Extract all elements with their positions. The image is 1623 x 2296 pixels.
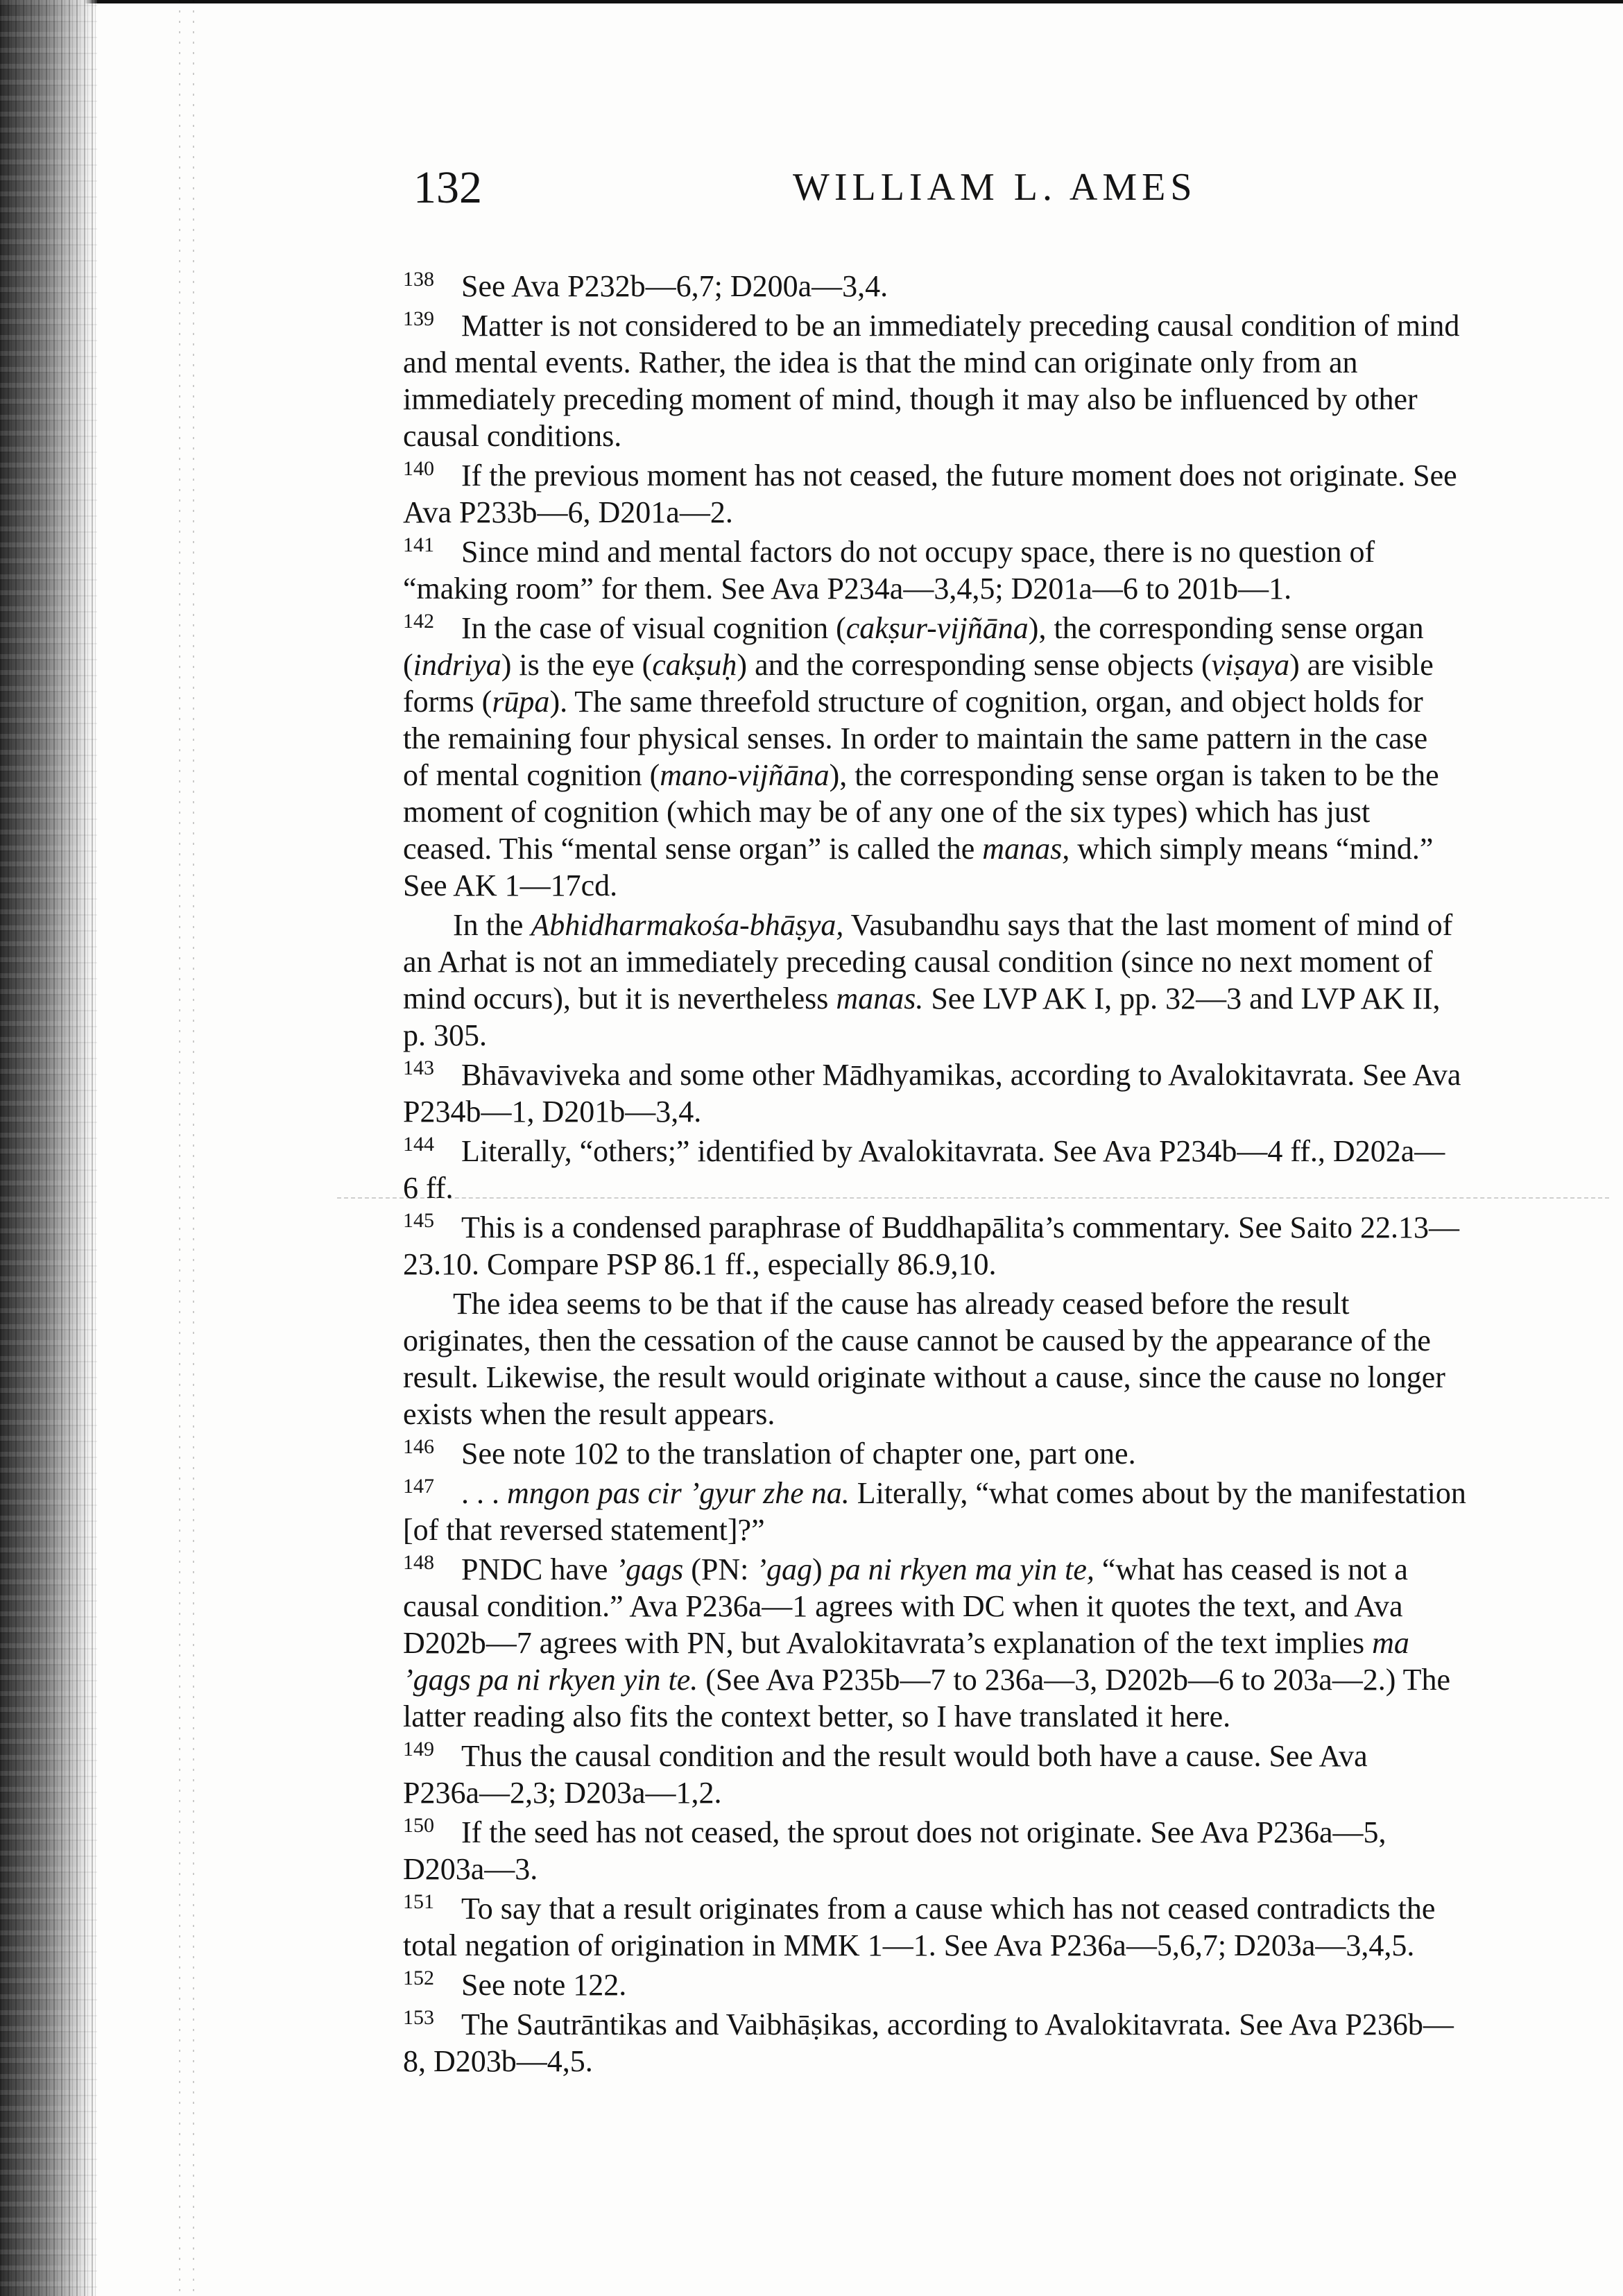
footnote-text: See note 122.	[461, 1968, 627, 2002]
footnote-text: See LVP AK I, pp. 32—3 and LVP AK II,	[923, 982, 1441, 1016]
footnote-text: “making room” for them. See Ava P234a—3,4,5; D201a—6 to 201b—1.	[403, 572, 1292, 606]
footnote-line	[403, 268, 1596, 305]
footnote-line	[403, 1814, 1596, 1851]
footnote-line	[403, 1093, 1596, 1130]
footnote-146	[403, 1435, 1596, 1472]
footnote-line	[403, 720, 1596, 757]
footnote-italic-text: cakṣur-vijñāna	[845, 611, 1029, 645]
footnote-text: which simply means “mind.”	[1070, 832, 1434, 866]
footnote-144	[403, 1133, 1596, 1206]
footnote-line	[403, 1017, 1596, 1054]
footnote-line	[403, 1285, 1596, 1322]
footnote-italic-text: ’gags	[615, 1552, 684, 1586]
binding-shadow	[0, 0, 97, 2296]
footnote-153	[403, 2006, 1596, 2080]
footnote-line	[403, 1661, 1596, 1698]
scan-artifact-line	[193, 0, 194, 2296]
footnote-text: mind occurs), but it is nevertheless	[403, 982, 836, 1016]
footnote-italic-text: Abhidharmakośa-bhāṣya,	[531, 908, 844, 942]
footnote-line	[403, 1170, 1596, 1206]
footnote-line	[403, 2006, 1596, 2043]
footnote-text: Bhāvaviveka and some other Mādhyamikas, according to Avalokitavrata. See Ava	[461, 1058, 1461, 1092]
footnote-line	[403, 1246, 1596, 1283]
footnote-line	[403, 1774, 1596, 1811]
footnote-text: If the previous moment has not ceased, the future moment does not originate. See	[461, 459, 1457, 492]
footnote-text: The Sautrāntikas and Vaibhāṣikas, according to Avalokitavrata. See Ava P236b—	[461, 2007, 1454, 2041]
footnote-text: moment of cognition (which may be of any one of the six types) which has just	[403, 795, 1371, 829]
footnote-italic-text: manas.	[836, 982, 924, 1016]
footnote-text: the remaining four physical senses. In order to maintain the same pattern in the case	[403, 721, 1428, 755]
footnote-line	[403, 683, 1596, 720]
footnote-line	[403, 830, 1596, 867]
footnote-text: ) and the corresponding sense objects (	[737, 648, 1212, 682]
footnote-italic-text: mano-vijñāna	[660, 758, 830, 792]
footnote-number: 147	[403, 1475, 434, 1498]
footnote-text: causal conditions.	[403, 419, 622, 453]
footnote-text: Matter is not considered to be an immediately preceding causal condition of mind	[461, 309, 1460, 343]
footnote-text: )	[812, 1552, 830, 1586]
footnote-text: See AK 1—17cd.	[403, 868, 618, 902]
footnote-number: 143	[403, 1056, 434, 1079]
footnote-text: See note 102 to the translation of chapter one, part one.	[461, 1437, 1136, 1471]
footnote-line	[403, 1133, 1596, 1170]
footnote-text: immediately preceding moment of mind, though it may also be influenced by other	[403, 382, 1418, 416]
footnote-text: p. 305.	[403, 1018, 487, 1052]
footnotes	[403, 268, 1596, 2080]
footnote-line	[403, 344, 1596, 381]
footnote-number: 142	[403, 610, 434, 633]
footnote-text: PNDC have	[461, 1552, 616, 1586]
footnote-number: 153	[403, 2006, 434, 2029]
footnote-text: [of that reversed statement]?”	[403, 1513, 765, 1547]
footnote-number: 150	[403, 1814, 434, 1837]
footnote-text: D202b—7 agrees with PN, but Avalokitavrata’s explanation of the text implies	[403, 1626, 1373, 1660]
footnote-line	[403, 1890, 1596, 1927]
footnote-line	[403, 1511, 1596, 1548]
footnote-138	[403, 268, 1596, 305]
footnote-number: 138	[403, 268, 434, 291]
footnote-text: 8, D203b—4,5.	[403, 2044, 593, 2078]
footnote-line	[403, 1738, 1596, 1774]
footnote-number: 139	[403, 307, 434, 330]
footnote-line	[403, 1209, 1596, 1246]
footnote-line	[403, 2043, 1596, 2080]
footnote-text: Vasubandhu says that the last moment of mind of	[843, 908, 1453, 942]
footnote-line	[403, 757, 1596, 794]
footnote-line	[403, 907, 1596, 943]
footnote-text: ), the corresponding sense organ	[1028, 611, 1424, 645]
footnote-text: 23.10. Compare PSP 86.1 ff., especially 86.9,10.	[403, 1247, 997, 1281]
footnote-text: Thus the causal condition and the result would both have a cause. See Ava	[461, 1739, 1368, 1773]
footnote-line	[403, 307, 1596, 344]
footnote-text: Ava P233b—6, D201a—2.	[403, 495, 733, 529]
footnote-number: 152	[403, 1967, 434, 1989]
footnote-line	[403, 570, 1596, 607]
footnote-line	[403, 418, 1596, 454]
footnote-text: See Ava P232b—6,7; D200a—3,4.	[461, 269, 888, 303]
footnote-text: Literally, “what comes about by the manifestation	[849, 1476, 1466, 1510]
footnote-140	[403, 457, 1596, 531]
top-border	[0, 0, 1623, 3]
footnote-line	[403, 1588, 1596, 1625]
footnote-number: 145	[403, 1209, 434, 1232]
page-number: 132	[413, 162, 482, 213]
footnote-text: This is a condensed paraphrase of Buddhapālita’s commentary. See Saito 22.13—	[461, 1210, 1460, 1244]
footnote-text: P234b—1, D201b—3,4.	[403, 1095, 702, 1129]
footnote-line	[403, 1056, 1596, 1093]
footnote-text: result. Likewise, the result would originate without a cause, since the cause no longer	[403, 1360, 1445, 1394]
footnote-text: forms (	[403, 685, 492, 719]
footnote-147	[403, 1475, 1596, 1548]
footnote-text: latter reading also fits the context better, so I have translated it here.	[403, 1699, 1231, 1733]
footnote-text: Literally, “others;” identified by Avalokitavrata. See Ava P234b—4 ff., D202a—	[461, 1134, 1445, 1168]
footnote-line	[403, 1851, 1596, 1887]
footnote-text: originates, then the cessation of the cause cannot be caused by the appearance of the	[403, 1323, 1431, 1357]
footnote-150	[403, 1814, 1596, 1887]
footnote-line	[403, 457, 1596, 494]
footnote-line	[403, 1359, 1596, 1396]
footnote-text: an Arhat is not an immediately preceding causal condition (since no next moment of	[403, 945, 1433, 979]
footnote-italic-text: mngon pas cir ’gyur zhe na.	[507, 1476, 850, 1510]
footnote-italic-text: rūpa	[492, 685, 550, 719]
footnote-text: Since mind and mental factors do not occupy space, there is no question of	[461, 535, 1375, 569]
footnote-text: In the case of visual cognition (	[461, 611, 846, 645]
footnote-text: To say that a result originates from a cause which has not ceased contradicts the	[461, 1892, 1436, 1926]
footnote-line	[403, 794, 1596, 830]
footnote-line	[403, 381, 1596, 418]
footnote-text: and mental events. Rather, the idea is that the mind can originate only from an	[403, 345, 1358, 379]
footnote-text: 6 ff.	[403, 1171, 454, 1205]
footnote-number: 148	[403, 1551, 434, 1574]
footnote-text: total negation of origination in MMK 1—1. See Ava P236a—5,6,7; D203a—3,4,5.	[403, 1928, 1415, 1962]
scan-artifact-line	[179, 0, 180, 2296]
footnote-line	[403, 533, 1596, 570]
footnote-italic-text: pa ni rkyen ma yin te,	[830, 1552, 1094, 1586]
footnote-text: D203a—3.	[403, 1852, 538, 1886]
footnote-italic-text: indriya	[413, 648, 501, 682]
footnote-text: (	[403, 648, 413, 682]
footnote-italic-text: ma	[1372, 1626, 1409, 1660]
footnote-151	[403, 1890, 1596, 1964]
footnote-line	[403, 1625, 1596, 1661]
footnote-149	[403, 1738, 1596, 1811]
footnote-line	[403, 646, 1596, 683]
footnote-line	[403, 943, 1596, 980]
footnote-text: ) are visible	[1289, 648, 1434, 682]
footnote-italic-text: viṣaya	[1211, 648, 1290, 682]
footnote-text: In the	[453, 908, 531, 942]
footnote-line	[403, 1475, 1596, 1511]
footnote-italic-text: ’gag	[756, 1552, 812, 1586]
footnote-text: “what has ceased is not a	[1094, 1552, 1408, 1586]
footnote-text: (See Ava P235b—7 to 236a—3, D202b—6 to 203a—2.) The	[698, 1663, 1451, 1697]
footnote-text: P236a—2,3; D203a—1,2.	[403, 1776, 722, 1810]
footnote-line	[403, 1396, 1596, 1432]
footnote-text: ceased. This “mental sense organ” is called the	[403, 832, 983, 866]
footnote-text: . . .	[461, 1476, 507, 1510]
footnote-text: If the seed has not ceased, the sprout does not originate. See Ava P236a—5,	[461, 1815, 1386, 1849]
footnote-number: 140	[403, 457, 434, 480]
footnote-line	[403, 980, 1596, 1017]
footnote-number: 151	[403, 1890, 434, 1913]
footnote-number: 144	[403, 1133, 434, 1156]
footnote-number: 141	[403, 533, 434, 556]
footnote-148	[403, 1551, 1596, 1735]
footnote-text: of mental cognition (	[403, 758, 660, 792]
footnote-text: ). The same threefold structure of cognition, organ, and object holds for	[549, 685, 1423, 719]
footnote-line	[403, 1967, 1596, 2003]
footnote-143	[403, 1056, 1596, 1130]
footnote-text: ), the corresponding sense organ is taken to be the	[829, 758, 1439, 792]
footnote-139	[403, 307, 1596, 454]
footnote-line	[403, 1698, 1596, 1735]
footnote-line	[403, 1551, 1596, 1588]
footnote-italic-text: ’gags pa ni rkyen yin te.	[403, 1663, 698, 1697]
running-head: WILLIAM L. AMES	[793, 166, 1197, 209]
footnote-text: causal condition.” Ava P236a—1 agrees with DC when it quotes the text, and Ava	[403, 1589, 1403, 1623]
footnote-line	[403, 867, 1596, 904]
footnote-line	[403, 1322, 1596, 1359]
footnote-text: ) is the eye (	[501, 648, 653, 682]
footnote-number: 149	[403, 1738, 434, 1760]
footnote-152	[403, 1967, 1596, 2003]
footnote-line	[403, 1435, 1596, 1472]
footnote-line	[403, 1927, 1596, 1964]
footnote-line	[403, 494, 1596, 531]
footnote-141	[403, 533, 1596, 607]
footnote-text: exists when the result appears.	[403, 1397, 775, 1431]
footnote-145	[403, 1209, 1596, 1432]
footnote-italic-text: cakṣuḥ	[652, 648, 737, 682]
footnote-text: The idea seems to be that if the cause has already ceased before the result	[453, 1287, 1350, 1321]
footnote-italic-text: manas,	[982, 832, 1070, 866]
footnote-line	[403, 610, 1596, 646]
footnote-text: (PN:	[683, 1552, 757, 1586]
footnote-number: 146	[403, 1435, 434, 1458]
footnote-142	[403, 610, 1596, 1054]
